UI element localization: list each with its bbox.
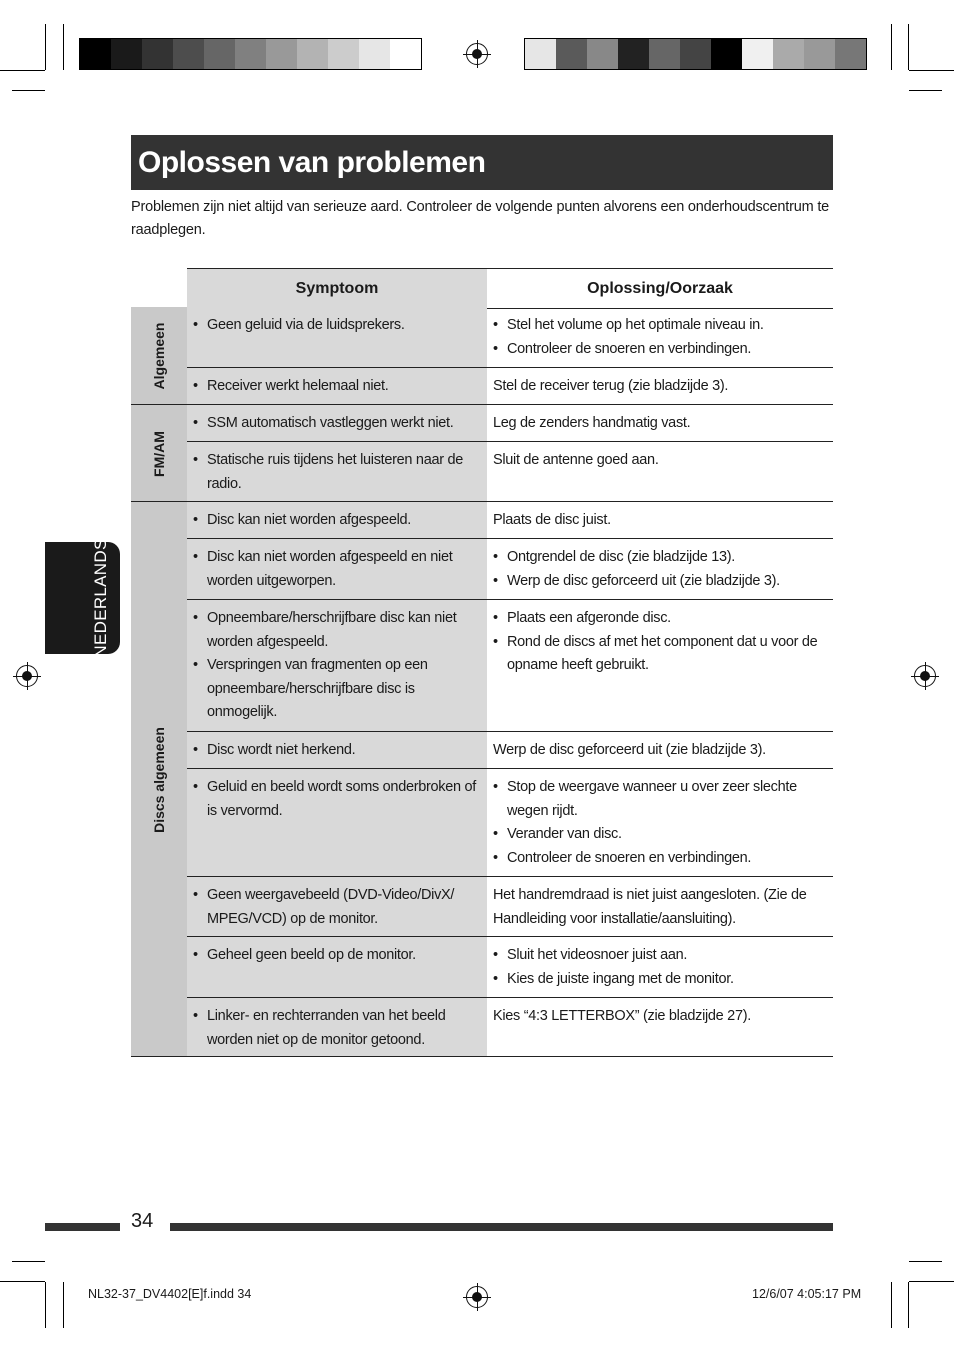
solution-item: • Controleer de snoeren en verbindingen. xyxy=(493,847,825,871)
crop-mark xyxy=(908,1282,909,1328)
solution-item: • Stop de weergave wanneer u over zeer slechte wegen rijdt. xyxy=(493,776,825,823)
crop-mark xyxy=(909,1261,942,1262)
registration-mark-icon xyxy=(466,1286,488,1308)
symptom-item: • Linker- en rechterranden van het beeld worden niet op de monitor getoond. xyxy=(193,1005,483,1052)
solution-item: • Stel het volume op het optimale niveau in. xyxy=(493,314,825,338)
page-rule-right xyxy=(170,1223,833,1231)
table-row xyxy=(187,732,833,769)
solution-text: Plaats de disc juist. xyxy=(493,512,611,528)
symptom-item: • Disc kan niet worden afgespeeld. xyxy=(193,509,483,533)
header-solution: Oplossing/Oorzaak xyxy=(587,280,733,297)
page-rule-left xyxy=(45,1223,120,1231)
solution-item: • Controleer de snoeren en verbindingen. xyxy=(493,338,825,362)
crop-mark xyxy=(891,24,892,70)
language-tab xyxy=(45,538,120,658)
symptom-item: • Geheel geen beeld op de monitor. xyxy=(193,944,483,968)
crop-mark xyxy=(12,1261,45,1262)
table-row xyxy=(187,307,833,368)
table-row xyxy=(187,877,833,937)
table-row xyxy=(187,368,833,405)
category-label: Algemeen xyxy=(151,322,167,390)
category-fm-am xyxy=(131,405,187,502)
gray-swatch-strip-left xyxy=(79,38,422,70)
solution-item: • Kies de juiste ingang met de monitor. xyxy=(493,968,825,992)
solution-text: Kies “4:3 LETTERBOX” (zie bladzijde 27). xyxy=(493,1008,751,1024)
symptom-item: • Geen geluid via de luidsprekers. xyxy=(193,314,483,338)
table-row xyxy=(187,442,833,502)
crop-mark xyxy=(909,70,954,71)
symptom-item: • Geluid en beeld wordt soms onderbroken of is vervormd. xyxy=(193,776,483,823)
table-row xyxy=(187,502,833,539)
intro-paragraph: Problemen zijn niet altijd van serieuze aard. Controleer de volgende punten alvorens een onderhoudscentrum te raadplegen. xyxy=(131,199,830,238)
symptom-item: • Disc wordt niet herkend. xyxy=(193,739,483,763)
gray-swatch-strip-right xyxy=(524,38,867,70)
symptom-item: • Receiver werkt helemaal niet. xyxy=(193,375,483,399)
crop-mark xyxy=(909,90,942,91)
crop-mark xyxy=(12,90,45,91)
slug-filename: NL32-37_DV4402[E]f.indd 34 xyxy=(88,1287,252,1301)
crop-mark xyxy=(0,70,45,71)
crop-mark xyxy=(908,24,909,70)
solution-text: Het handremdraad is niet juist aangesloten. (Zie de Handleiding voor installatie/aansluiting). xyxy=(493,887,807,927)
table-row xyxy=(187,769,833,877)
symptom-item: • Geen weergavebeeld (DVD-Video/DivX/ MPEG/VCD) op de monitor. xyxy=(193,884,483,931)
page-title: Oplossen van problemen xyxy=(131,135,833,190)
symptom-item: • Verspringen van fragmenten op een opneembare/herschrijfbare disc is onmogelijk. xyxy=(193,654,483,725)
crop-mark xyxy=(45,1282,46,1328)
slug-timestamp: 12/6/07 4:05:17 PM xyxy=(752,1287,862,1301)
crop-mark xyxy=(891,1282,892,1328)
solution-text: Leg de zenders handmatig vast. xyxy=(493,415,691,431)
solution-text: Stel de receiver terug (zie bladzijde 3). xyxy=(493,378,729,394)
solution-item: • Sluit het videosnoer juist aan. xyxy=(493,944,825,968)
crop-mark xyxy=(63,24,64,70)
solution-item: • Ontgrendel de disc (zie bladzijde 13). xyxy=(493,546,825,570)
symptom-item: • Disc kan niet worden afgespeeld en niet worden uitgeworpen. xyxy=(193,546,483,593)
table-row xyxy=(187,937,833,998)
registration-mark-icon xyxy=(914,665,936,687)
solution-item: • Plaats een afgeronde disc. xyxy=(493,607,825,631)
table-row xyxy=(187,405,833,442)
registration-mark-icon xyxy=(16,665,38,687)
symptom-item: • Opneembare/herschrijfbare disc kan niet worden afgespeeld. xyxy=(193,607,483,654)
table-row xyxy=(187,998,833,1057)
table-row xyxy=(187,539,833,600)
solution-item: • Rond de discs af met het component dat u voor de opname heeft gebruikt. xyxy=(493,631,825,678)
symptom-item: • Statische ruis tijdens het luisteren naar de radio. xyxy=(193,449,483,496)
symptom-item: • SSM automatisch vastleggen werkt niet. xyxy=(193,412,483,436)
category-algemeen xyxy=(131,307,187,405)
page-number: 34 xyxy=(131,1210,154,1232)
crop-mark xyxy=(0,1281,45,1282)
category-label: Discs algemeen xyxy=(151,726,167,833)
crop-mark xyxy=(909,1281,954,1282)
table-row xyxy=(187,600,833,732)
category-discs xyxy=(131,502,187,1057)
crop-mark xyxy=(45,24,46,70)
solution-item: • Werp de disc geforceerd uit (zie bladzijde 3). xyxy=(493,570,825,594)
solution-text: Sluit de antenne goed aan. xyxy=(493,452,659,468)
language-tab-label: NEDERLANDS xyxy=(91,538,110,658)
solution-item: • Verander van disc. xyxy=(493,823,825,847)
category-label: FM/AM xyxy=(151,430,167,477)
header-symptom: Symptoom xyxy=(187,269,487,308)
crop-mark xyxy=(63,1282,64,1328)
solution-text: Werp de disc geforceerd uit (zie bladzijde 3). xyxy=(493,742,766,758)
registration-mark-icon xyxy=(466,43,488,65)
table-header xyxy=(187,268,833,309)
